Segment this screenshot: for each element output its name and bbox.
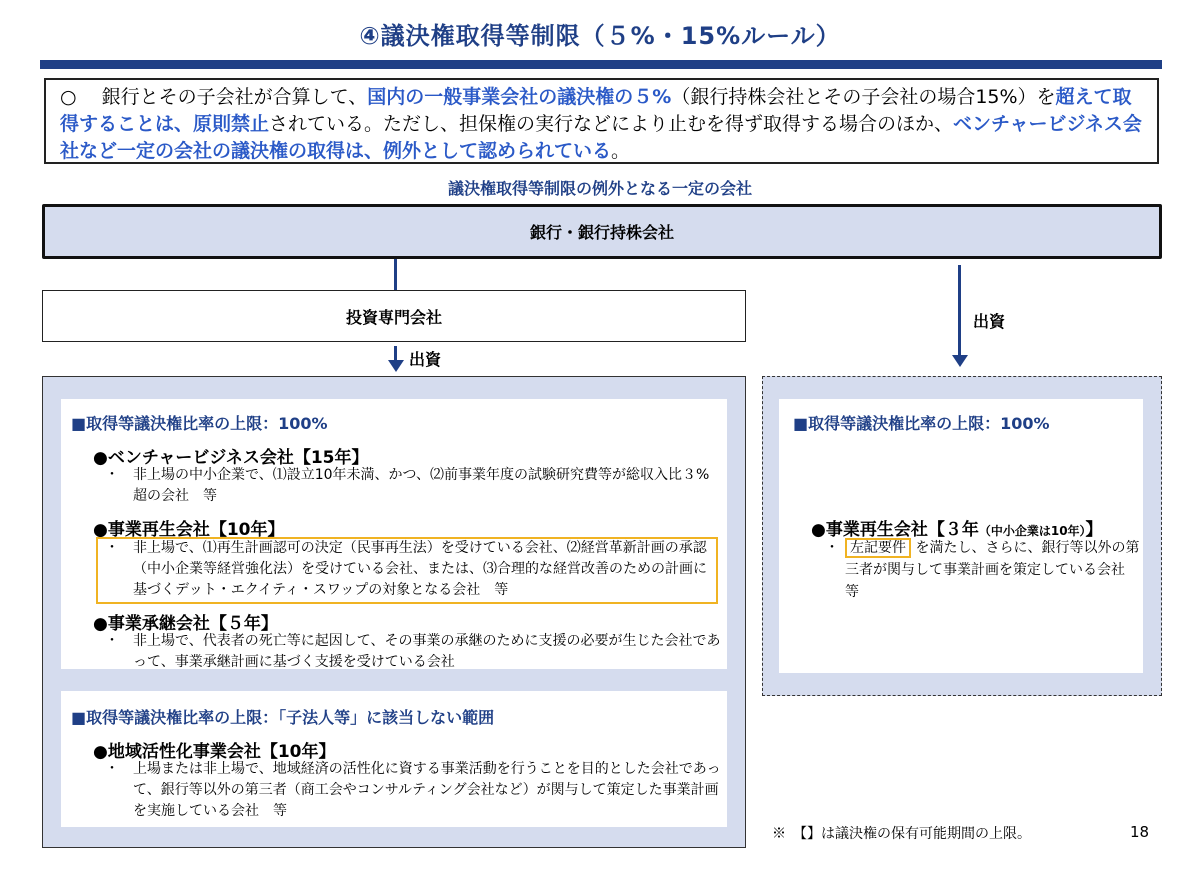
- revitalization-company-desc: [105, 538, 719, 601]
- bullet-dot: ・: [105, 761, 119, 777]
- intro-text-2: （銀行持株会社とその子会社の場合15%）を: [671, 86, 1056, 108]
- venture-company-title: ●ベンチャービジネス会社【15年】: [93, 448, 369, 468]
- title-underline-bar: [40, 60, 1162, 69]
- bullet-text: 非上場で、⑴再生計画認可の決定（民事再生法）を受けている会社、⑵経営革新計画の承認（中小企業等経営強化法）を受けている会社、または、⑶合理的な経営改善のための計画に基づくデット・エクイティ・スワップの対象となる会社 等: [133, 540, 707, 598]
- title-small: （中小企業は10年）: [978, 524, 1086, 538]
- bullet-text: 非上場で、代表者の死亡等に起因して、その事業の承継のために支援の必要が生じた会社であって、事業承継計画に基づく支援を受けている会社: [133, 633, 721, 670]
- venture-company-desc: [105, 465, 721, 507]
- bullet-text: を満たし、さらに、銀行等以外の第三者が関与して事業計画を策定している会社 等: [845, 540, 1140, 600]
- succession-company-desc: [105, 631, 721, 673]
- succession-company-title: ●事業承継会社【５年】: [93, 614, 278, 634]
- limit-100-card: [61, 399, 727, 669]
- left-panel: [42, 376, 746, 848]
- intro-text-1: 銀行とその子会社が合算して、: [101, 86, 368, 108]
- investment-label-left: 出資: [409, 350, 442, 369]
- bullet-text: 非上場の中小企業で、⑴設立10年未満、かつ、⑵前事業年度の試験研究費等が総収入比３%超の会社 等: [133, 467, 710, 504]
- page-title: ④議決権取得等制限（５%・15%ルール）: [359, 22, 841, 50]
- connector-line: [394, 259, 397, 290]
- intro-box: [44, 78, 1159, 164]
- footnote: ※ 【】は議決権の保有可能期間の上限。: [772, 826, 1031, 842]
- bullet-dot: ・: [105, 540, 119, 556]
- intro-highlight-1: 国内の一般事業会社の議決権の５%: [367, 86, 672, 108]
- card-heading: ■取得等議決権比率の上限：100%: [71, 414, 328, 433]
- left-requirements-box: 左記要件: [845, 538, 911, 558]
- intro-highlight-3: ベンチャービジネス会社など一定の会社の議決権の取得は、例外として認められている: [60, 113, 1142, 162]
- bank-holding-box: 銀行・銀行持株会社: [42, 204, 1162, 259]
- regional-company-title: ●地域活性化事業会社【10年】: [93, 742, 336, 762]
- bullet-dot: ・: [825, 540, 839, 556]
- diagram-subtitle: 議決権取得等制限の例外となる一定の会社: [447, 179, 752, 198]
- bullet-body: [825, 537, 1141, 603]
- card-heading: ■取得等議決権比率の上限：「子法人等」に該当しない範囲: [71, 708, 495, 727]
- right-limit-card: [779, 399, 1143, 673]
- intro-text-3: されている。ただし、担保権の実行などにより止むを得ず取得する場合のほか、: [269, 113, 954, 135]
- card-heading: ■取得等議決権比率の上限：100%: [793, 414, 1050, 433]
- bullet-text: 上場または非上場で、地域経済の活性化に資する事業活動を行うことを目的とした会社であって、銀行等以外の第三者（商工会やコンサルティング会社など）が関与して策定した事業計画を実施している会社 等: [133, 761, 721, 819]
- right-revitalization-desc: [825, 537, 1141, 603]
- bullet-dot: ・: [105, 467, 119, 483]
- intro-highlight-2: 超えて取得することは、原則禁止: [60, 86, 1132, 135]
- intro-marker: ○: [60, 86, 77, 108]
- right-panel: [762, 376, 1162, 696]
- bullet-dot: ・: [105, 633, 119, 649]
- regional-company-desc: [105, 759, 721, 822]
- title-main: ●事業再生会社【３年: [811, 520, 979, 540]
- revitalization-company-title: ●事業再生会社【10年】: [93, 520, 285, 540]
- page-number: 18: [1130, 823, 1150, 841]
- non-subsidiary-card: [61, 691, 727, 827]
- intro-text-4: 。: [611, 140, 631, 162]
- investment-label-right: 出資: [973, 312, 1006, 331]
- investment-company-box: 投資専門会社: [42, 290, 746, 342]
- title-end: 】: [1085, 520, 1103, 540]
